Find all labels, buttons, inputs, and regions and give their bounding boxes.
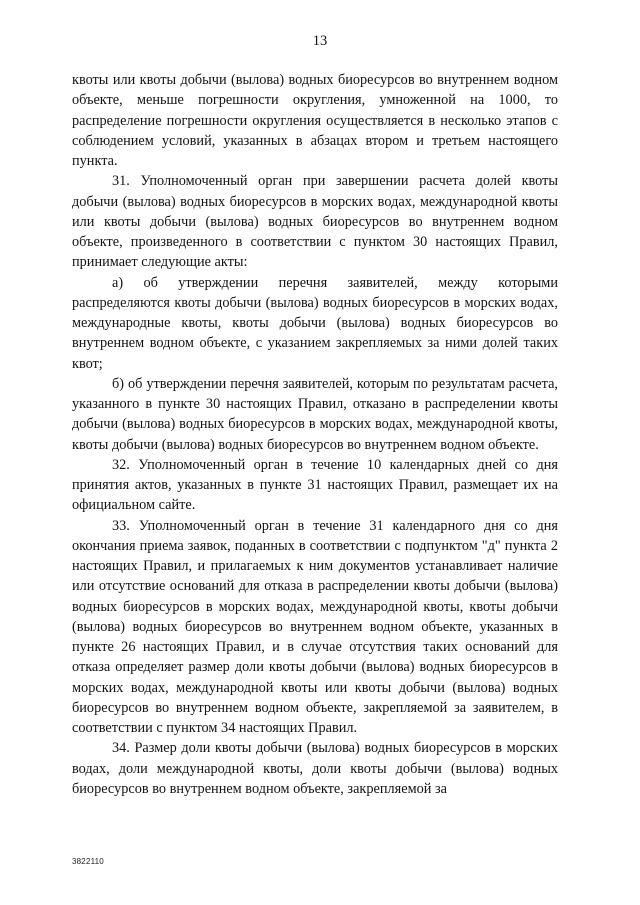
paragraph-31-a: а) об утверждении перечня заявителей, между которыми распределяются квоты добычи (вылова) водных биоресурсов в морских водах, международные квоты, квоты добычи (вылова) водных биоресурсов во внутреннем водном объекте, с указанием закрепляемых за ними долей таких квот; [72,274,558,372]
paragraph-31: 31. Уполномоченный орган при завершении расчета долей квоты добычи (вылова) водных биоресурсов в морских водах, международной квоты или квоты добычи (вылова) водных биоресурсов во внутреннем водном объекте, произведенного в соответствии с пунктом 30 настоящих Правил, принимает следующие акты: [72,173,558,271]
paragraph-32: 32. Уполномоченный орган в течение 10 календарных дней со дня принятия актов, указанных в пункте 31 настоящих Правил, размещает их на официальном сайте. [72,456,558,514]
document-code: 3822110 [72,857,104,866]
paragraph-34: 34. Размер доли квоты добычи (вылова) водных биоресурсов в морских водах, доли международной квоты, доли квоты добычи (вылова) водных биоресурсов во внутреннем водном объекте, закрепляемой за [72,740,558,797]
paragraph-continuation: квоты или квоты добычи (вылова) водных биоресурсов во внутреннем водном объекте, меньше погрешности округления, умноженной на 1000, то распределение погрешности округления осуществляется в несколько этапов с соблюдением условий, указанных в абзацах втором и третьем настоящего пункта. [72,72,558,169]
document-body [72,70,558,799]
paragraph-31-b: б) об утверждении перечня заявителей, которым по результатам расчета, указанного в пункте 30 настоящих Правил, отказано в распределении квоты добычи (вылова) водных биоресурсов в морских водах, международной квоты, квоты добычи (вылова) водных биоресурсов во внутреннем водном объекте. [72,375,558,453]
page-number: 13 [312,33,328,49]
paragraph-33: 33. Уполномоченный орган в течение 31 календарного дня со дня окончания приема заявок, поданных в соответствии с подпунктом "д" пункта 2 настоящих Правил, и прилагаемых к ним документов устанавливает наличие или отсутствие оснований для отказа в распределении квоты добычи (вылова) водных биоресурсов в морских водах, международной квоты, квоты добычи (вылова) водных биоресурсов во внутреннем водном объекте, указанных в пункте 26 настоящих Правил, и в случае отсутствия таких оснований для отказа определяет размер доли квоты добычи (вылова) водных биоресурсов в морских водах, международной квоты или квоты добычи (вылова) водных биоресурсов во внутреннем водном объекте, закрепляемой за заявителем, в соответствии с пунктом 34 настоящих Правил. [72,517,558,736]
